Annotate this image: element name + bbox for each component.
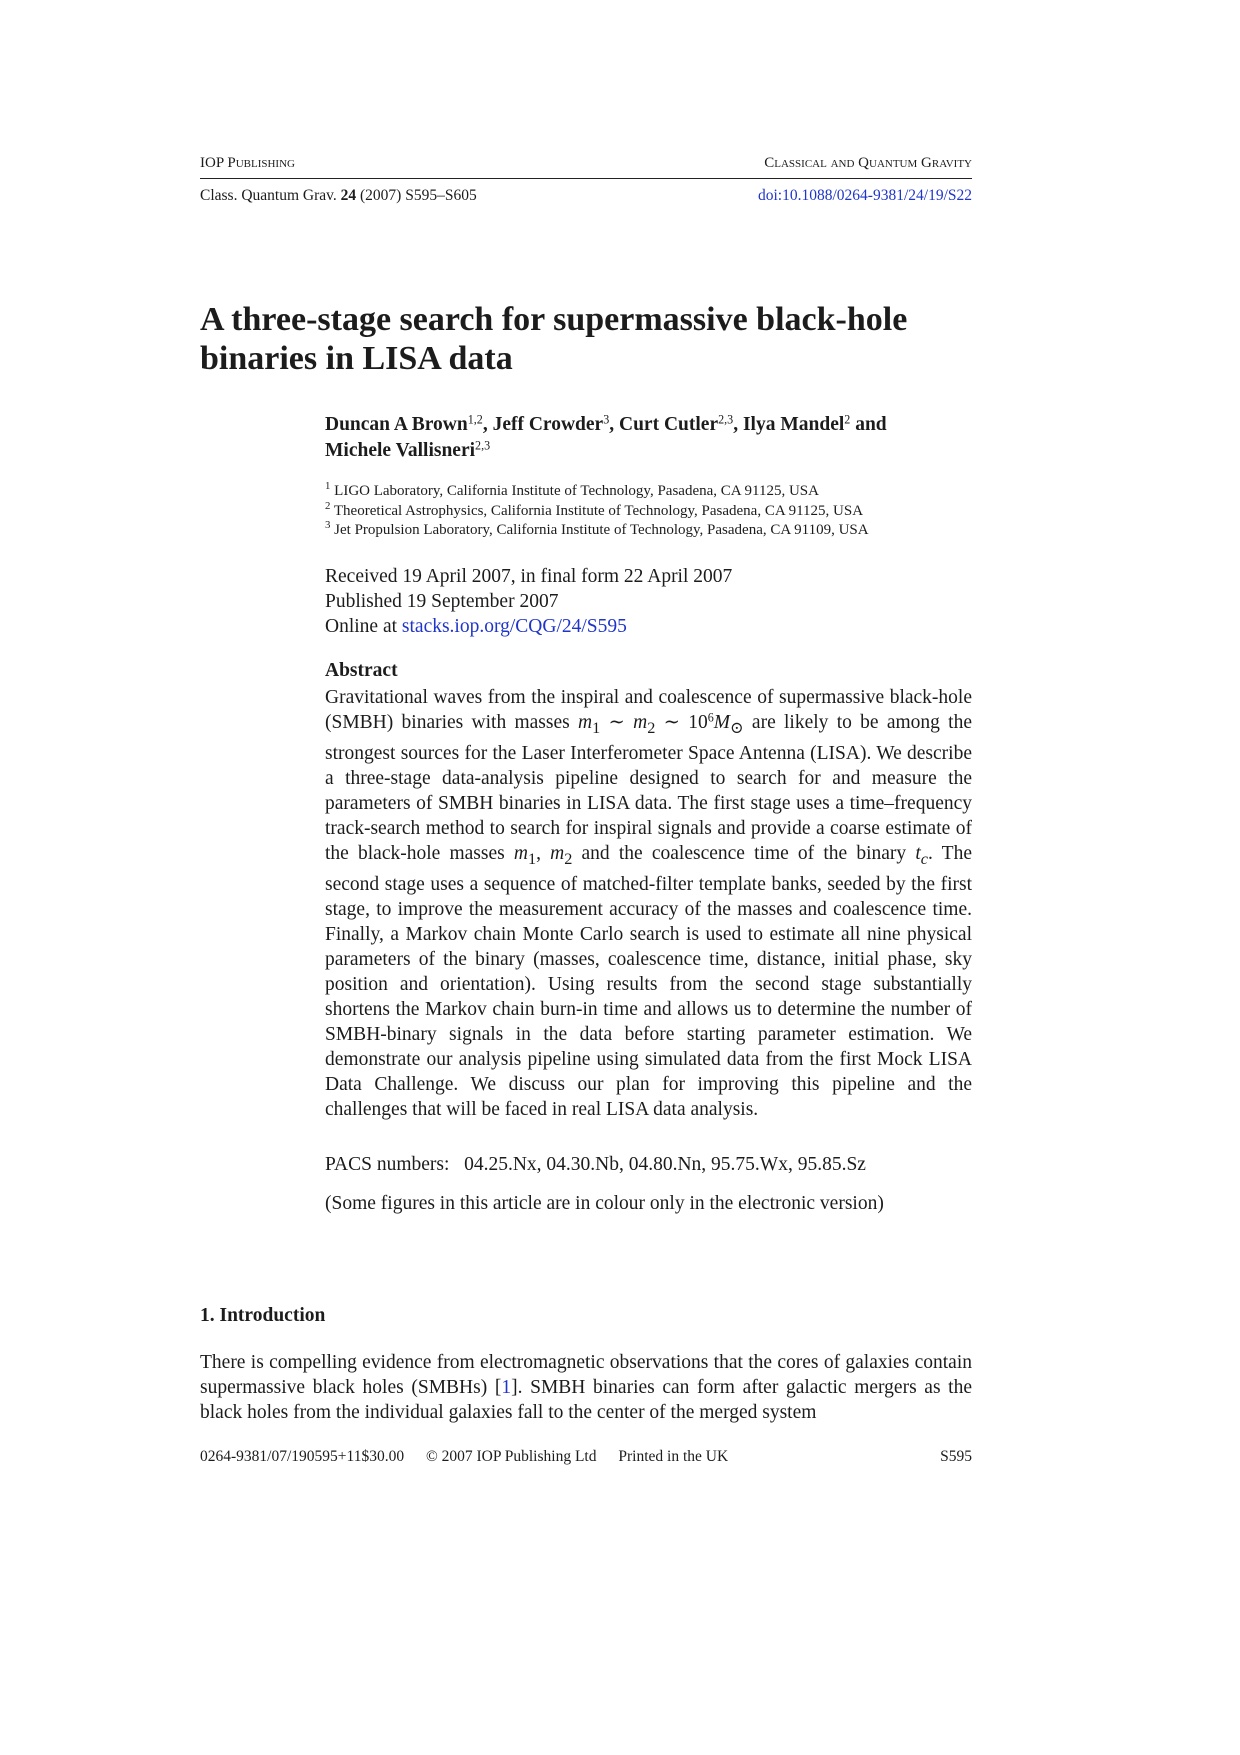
footer-printed: Printed in the UK <box>618 1448 729 1465</box>
affiliation-number: 3 <box>325 519 331 532</box>
math-exponent: 6 <box>707 710 714 725</box>
math-operator: ∼ 10 <box>655 712 708 733</box>
author-name: Curt Cutler <box>619 414 719 435</box>
citation-suffix: (2007) S595–S605 <box>360 187 477 204</box>
math-symbol: m <box>578 712 593 733</box>
author-name: Jeff Crowder <box>492 414 604 435</box>
math-subscript: ⊙ <box>730 718 744 737</box>
author-affil-sup: 2,3 <box>475 438 491 453</box>
section-body <box>200 1350 972 1425</box>
abstract-part: . The second stage uses a sequence of matched-filter template banks, seeded by the first stage, to improve the measurement accuracy of the masses and coalescence time. Finally, a Markov chain Monte Carlo search is used to estimate all nine physical parameters of the binary (masses, coalescence time, distance, initial phase, sky position and orientation). Using results from the second stage substantially shortens the Markov chain burn-in time and allows us to determine the number of SMBH-binary signals in the data before starting parameter estimation. We demonstrate our analysis pipeline using simulated data from the first Mock LISA Data Challenge. We discuss our plan for improving this pipeline and the challenges that will be faced in real LISA data analysis. <box>325 842 972 1120</box>
author-affil-sup: 3 <box>603 412 610 427</box>
math-symbol: m <box>550 842 565 864</box>
online-line <box>325 614 985 639</box>
reference-link[interactable]: 1 <box>501 1377 512 1398</box>
citation-volume: 24 <box>340 187 357 204</box>
published-date: Published 19 September 2007 <box>325 591 559 612</box>
author-conjunction: and <box>855 414 887 435</box>
math-symbol: m <box>633 712 648 733</box>
math-symbol: t <box>915 842 921 864</box>
pacs-numbers <box>325 1154 985 1176</box>
journal-name: Classical and Quantum Gravity <box>764 155 972 171</box>
math-subscript: 1 <box>527 849 537 868</box>
section-heading: 1. Introduction <box>200 1305 326 1326</box>
author-affil-sup: 1,2 <box>467 412 483 427</box>
pacs-label: PACS numbers: <box>325 1154 450 1175</box>
abstract-part: Gravitational waves from the inspiral and coalescence of supermassive black-hole (SMBH) binaries with masses <box>325 687 972 733</box>
footer-info <box>200 1448 746 1466</box>
publisher-name: IOP Publishing <box>200 155 295 171</box>
author-name: Duncan A Brown <box>325 414 468 435</box>
math-symbol: m <box>513 842 528 864</box>
publication-dates <box>325 564 985 639</box>
author-name: Ilya Mandel <box>742 414 845 435</box>
affiliation-text: LIGO Laboratory, California Institute of Technology, Pasadena, CA 91125, USA <box>334 483 819 499</box>
affiliation-number: 2 <box>325 499 331 512</box>
math-subscript: c <box>920 849 928 868</box>
citation-prefix: Class. Quantum Grav. <box>200 187 337 204</box>
author-affil-sup: 2,3 <box>718 412 734 427</box>
header-rule <box>200 178 972 179</box>
math-subscript: 2 <box>647 718 656 737</box>
received-date: Received 19 April 2007, in final form 22 April 2007 <box>325 566 733 587</box>
pacs-values: 04.25.Nx, 04.30.Nb, 04.80.Nn, 95.75.Wx, 95.85.Sz <box>464 1154 866 1175</box>
footer-code: 0264-9381/07/190595+11$30.00 <box>200 1448 405 1465</box>
colour-note: (Some figures in this article are in colour only in the electronic version) <box>325 1193 884 1214</box>
math-subscript: 2 <box>564 849 573 868</box>
article-title: A three-stage search for supermassive black-hole binaries in LISA data <box>200 301 908 377</box>
affiliation-item <box>325 499 985 522</box>
journal-citation <box>200 187 477 205</box>
author-name: Michele Vallisneri <box>325 440 476 461</box>
affiliation-item <box>325 482 985 502</box>
affiliation-text: Jet Propulsion Laboratory, California Institute of Technology, Pasadena, CA 91109, USA <box>334 522 869 538</box>
online-prefix: Online at <box>325 616 398 637</box>
abstract-part: and the coalescence time of the binary <box>572 842 916 864</box>
author-list: Duncan A Brown$^{1,2}$, Jeff Crowder$^3$, Curt Cutler$^{2,3}$, Ilya Mandel$^2$ and Michele Vallisneri$^{2,3}$ <box>325 412 887 461</box>
math-operator: ∼ <box>600 712 634 733</box>
footer-copyright: © 2007 IOP Publishing Ltd <box>425 1448 597 1465</box>
page-number: S595 <box>940 1448 972 1465</box>
online-link[interactable]: stacks.iop.org/CQG/24/S595 <box>401 616 627 637</box>
body-text: There is compelling evidence from electromagnetic observations that the cores of galaxies contain supermassive black holes (SMBHs) [ <box>200 1352 972 1398</box>
affiliation-list <box>325 482 985 541</box>
affiliation-item <box>325 521 985 541</box>
abstract-heading: Abstract <box>325 660 398 681</box>
abstract-part: are likely to be among the strongest sources for the Laser Interferometer Space Antenna (LISA). We describe a three-stage data-analysis pipeline designed to search for and measure the parameters of SMBH binaries in LISA data. The first stage uses a time–frequency track-search method to search for inspiral signals and provide a coarse estimate of the black-hole masses <box>325 712 972 864</box>
affiliation-text: Theoretical Astrophysics, California Institute of Technology, Pasadena, CA 91125, USA <box>333 502 864 519</box>
math-subscript: 1 <box>592 718 601 737</box>
math-comma: , <box>536 842 551 864</box>
body-text: ]. SMBH binaries can form after galactic mergers as the black holes from the individual galaxies fall to the center of the merged system <box>200 1377 972 1423</box>
affiliation-number: 1 <box>325 480 331 493</box>
doi-link[interactable]: doi:10.1088/0264-9381/24/19/S22 <box>758 187 972 204</box>
abstract-text <box>325 685 972 1122</box>
author-affil-sup: 2 <box>844 412 851 427</box>
math-symbol: M <box>713 712 731 733</box>
